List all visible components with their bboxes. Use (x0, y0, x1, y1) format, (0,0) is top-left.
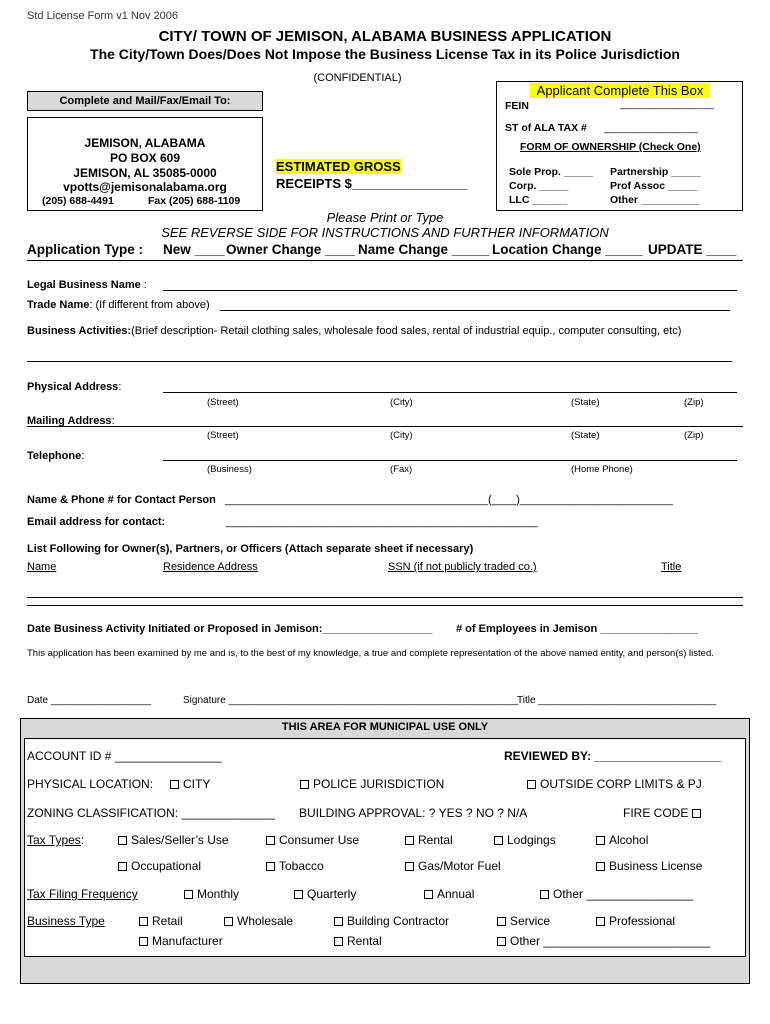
type-building-contractor-label: Building Contractor (347, 914, 450, 928)
mailing-zip-caption: (Zip) (684, 430, 704, 441)
mailing-address-label: Mailing Address (27, 415, 112, 427)
contact-person-field[interactable]: ___________________________________________(____)_________________________ (225, 494, 673, 506)
zoning-field[interactable]: ZONING CLASSIFICATION: ______________ (27, 806, 275, 820)
telephone-colon: : (81, 450, 85, 462)
checkbox-icon[interactable] (224, 917, 233, 926)
tax-lodgings-option[interactable] (494, 833, 556, 847)
checkbox-icon[interactable] (596, 836, 605, 845)
mailing-address-box (27, 117, 263, 211)
checkbox-icon[interactable] (527, 780, 536, 789)
location-outside-option[interactable] (527, 777, 702, 791)
mail-to-heading: Complete and Mail/Fax/Email To: (27, 91, 263, 111)
tax-tobacco-option[interactable] (266, 859, 324, 873)
mailing-street-caption: (Street) (207, 430, 239, 441)
trade-name-field[interactable] (220, 310, 730, 311)
application-type-new[interactable]: New ____ (163, 242, 225, 257)
mail-citystatezip: JEMISON, AL 35085-0000 (73, 166, 217, 180)
mailing-city-caption: (City) (390, 430, 413, 441)
legal-name-colon: : (140, 279, 147, 291)
tax-gas-label: Gas/Motor Fuel (418, 859, 501, 873)
legal-name-field[interactable] (163, 290, 737, 291)
tax-consumer-label: Consumer Use (279, 833, 360, 847)
tax-types-colon: : (80, 833, 85, 847)
tax-rental-label: Rental (418, 833, 453, 847)
title-field[interactable]: Title ________________________________ (517, 695, 717, 706)
activities-note: (Brief description- Retail clothing sales, wholesale food sales, rental of industrial equip., computer consulting, etc) (131, 325, 682, 337)
checkbox-icon[interactable] (596, 917, 605, 926)
physical-address-field[interactable] (163, 392, 737, 393)
tax-consumer-option[interactable] (266, 833, 359, 847)
form-title: CITY/ TOWN OF JEMISON, ALABAMA BUSINESS APPLICATION (158, 28, 612, 45)
filing-frequency-label: Tax Filing Frequency (27, 887, 138, 901)
mailing-state-caption: (State) (571, 430, 600, 441)
location-police-option[interactable] (300, 777, 444, 791)
application-type-name-change[interactable]: Name Change _____ (358, 242, 490, 257)
date-initiated-field[interactable]: Date Business Activity Initiated or Proposed in Jemison:__________________ (27, 623, 433, 635)
checkbox-icon[interactable] (497, 937, 506, 946)
location-police-label: POLICE JURISDICTION (313, 777, 445, 791)
tax-rental-option[interactable] (405, 833, 453, 847)
ownership-other[interactable]: Other __________ (610, 194, 700, 206)
owners-residence-header: Residence Address (163, 561, 258, 573)
tax-occupational-label: Occupational (131, 859, 202, 873)
location-city-option[interactable] (170, 777, 210, 791)
application-type-location-change[interactable]: Location Change _____ (492, 242, 643, 257)
tax-business-license-label: Business License (609, 859, 703, 873)
physical-street-caption: (Street) (207, 397, 239, 408)
ownership-corp[interactable]: Corp. _____ (509, 180, 569, 192)
checkbox-icon[interactable] (334, 917, 343, 926)
ownership-llc[interactable]: LLC ______ (509, 194, 568, 206)
checkbox-icon[interactable] (139, 917, 148, 926)
owners-heading: List Following for Owner(s), Partners, or Officers (Attach separate sheet if necessary) (27, 543, 474, 555)
filing-annual-label: Annual (437, 887, 475, 901)
checkbox-icon[interactable] (540, 890, 549, 899)
checkbox-icon[interactable] (405, 862, 414, 871)
checkbox-icon[interactable] (266, 862, 275, 871)
tax-types-label: Tax Types (27, 833, 81, 847)
filing-monthly-option[interactable] (184, 887, 239, 901)
ownership-sole[interactable]: Sole Prop. _____ (509, 166, 594, 178)
checkbox-icon[interactable] (266, 836, 275, 845)
physical-city-caption: (City) (390, 397, 413, 408)
ownership-heading: FORM OF OWNERSHIP (Check One) (520, 141, 701, 153)
checkbox-icon[interactable] (692, 809, 701, 818)
mailing-colon: : (111, 415, 115, 427)
signature-field[interactable]: Signature ____________________________________________________ (183, 695, 518, 706)
date-field[interactable]: Date __________________ (27, 695, 152, 706)
checkbox-icon[interactable] (596, 862, 605, 871)
telephone-field[interactable] (163, 460, 737, 461)
mail-city: JEMISON, ALABAMA (84, 136, 206, 150)
reverse-instruction: SEE REVERSE SIDE FOR INSTRUCTIONS AND FURTHER INFORMATION (161, 225, 609, 240)
business-phone-caption: (Business) (207, 464, 252, 475)
type-wholesale-label: Wholesale (237, 914, 294, 928)
account-id-field[interactable]: ACCOUNT ID # ________________ (27, 749, 222, 763)
type-wholesale-option[interactable] (224, 914, 293, 928)
filing-quarterly-label: Quarterly (307, 887, 357, 901)
type-rental-label: Rental (347, 934, 382, 948)
owners-row-1[interactable] (27, 597, 743, 598)
fire-code-label: FIRE CODE (623, 806, 689, 820)
form-version: Std License Form v1 Nov 2006 (27, 10, 179, 22)
fein-label: FEIN (505, 100, 529, 112)
checkbox-icon[interactable] (424, 890, 433, 899)
type-service-label: Service (510, 914, 551, 928)
type-other-option[interactable] (497, 934, 710, 948)
estimated-gross-receipts[interactable]: RECEIPTS $________________ (276, 176, 468, 191)
fein-field[interactable]: ________________ (620, 98, 714, 110)
owners-name-header: Name (27, 561, 57, 573)
print-instruction: Please Print or Type (326, 210, 444, 225)
checkbox-icon[interactable] (170, 780, 179, 789)
checkbox-icon[interactable] (184, 890, 193, 899)
ownership-partnership[interactable]: Partnership _____ (610, 166, 701, 178)
application-type-update[interactable]: UPDATE ____ (648, 242, 737, 257)
mail-pobox: PO BOX 609 (109, 151, 181, 165)
tax-gas-option[interactable] (405, 859, 501, 873)
mail-fax: Fax (205) 688-1109 (148, 195, 241, 207)
employees-field[interactable]: # of Employees in Jemison ________________ (456, 623, 699, 635)
activities-field[interactable] (27, 361, 732, 362)
physical-zip-caption: (Zip) (684, 397, 704, 408)
type-rental-option[interactable] (334, 934, 382, 948)
form-subtitle: The City/Town Does/Does Not Impose the Business License Tax in its Police Jurisdiction (90, 46, 680, 62)
filing-monthly-label: Monthly (197, 887, 240, 901)
application-type-owner-change[interactable]: Owner Change ____ (226, 242, 356, 257)
tax-alcohol-option[interactable] (596, 833, 648, 847)
type-service-option[interactable] (497, 914, 550, 928)
confidential-label: (CONFIDENTIAL) (313, 72, 402, 84)
mailing-address-field[interactable] (27, 426, 743, 427)
application-type-label: Application Type : (27, 242, 144, 257)
filing-annual-option[interactable] (424, 887, 474, 901)
home-phone-caption: (Home Phone) (571, 464, 633, 475)
tax-sales-option[interactable] (118, 833, 229, 847)
fire-code-option[interactable] (623, 806, 705, 820)
tax-business-license-option[interactable] (596, 859, 702, 873)
checkbox-icon[interactable] (139, 937, 148, 946)
trade-name-label: Trade Name (27, 299, 90, 311)
physical-address-label: Physical Address (27, 381, 119, 393)
filing-quarterly-option[interactable] (294, 887, 356, 901)
type-professional-option[interactable] (596, 914, 675, 928)
divider (27, 260, 743, 261)
type-manufacturer-label: Manufacturer (152, 934, 223, 948)
location-city-label: CITY (183, 777, 211, 791)
filing-other-option[interactable] (540, 887, 693, 901)
type-other-label: Other _________________________ (510, 934, 711, 948)
checkbox-icon[interactable] (497, 917, 506, 926)
tax-tobacco-label: Tobacco (279, 859, 324, 873)
type-building-contractor-option[interactable] (334, 914, 449, 928)
applicant-box-heading: Applicant Complete This Box (530, 83, 710, 98)
type-manufacturer-option[interactable] (139, 934, 223, 948)
checkbox-icon[interactable] (118, 862, 127, 871)
fax-caption: (Fax) (390, 464, 413, 475)
owners-title-header: Title (661, 561, 682, 573)
st-tax-field[interactable]: ________________ (604, 122, 698, 134)
tax-lodgings-label: Lodgings (507, 833, 556, 847)
filing-other-label: Other ________________ (553, 887, 694, 901)
legal-name-label: Legal Business Name (27, 279, 141, 291)
owners-ssn-header: SSN (if not publicly traded co.) (388, 561, 537, 573)
telephone-label: Telephone (27, 450, 82, 462)
tax-sales-label: Sales/Seller’s Use (131, 833, 229, 847)
reviewed-by-field[interactable]: REVIEWED BY: ___________________ (504, 749, 722, 763)
checkbox-icon[interactable] (494, 836, 503, 845)
physical-location-label: PHYSICAL LOCATION: (27, 777, 154, 791)
checkbox-icon[interactable] (405, 836, 414, 845)
tax-occupational-option[interactable] (118, 859, 201, 873)
municipal-heading: THIS AREA FOR MUNICIPAL USE ONLY (281, 721, 489, 733)
type-retail-option[interactable] (139, 914, 183, 928)
trade-name-note: : (If different from above) (89, 299, 210, 311)
st-tax-label: ST of ALA TAX # (505, 122, 587, 134)
type-professional-label: Professional (609, 914, 676, 928)
checkbox-icon[interactable] (294, 890, 303, 899)
ownership-prof-assoc[interactable]: Prof Assoc _____ (610, 180, 698, 192)
location-outside-label: OUTSIDE CORP LIMITS & PJ (540, 777, 702, 791)
certification-statement: This application has been examined by me and is, to the best of my knowledge, a true and complete representation of the above named entity, and person(s) listed. (27, 648, 714, 659)
contact-person-label: Name & Phone # for Contact Person (27, 494, 216, 506)
building-approval-field[interactable]: BUILDING APPROVAL: ? YES ? NO ? N/A (299, 806, 528, 820)
business-type-label: Business Type (27, 914, 105, 928)
tax-alcohol-label: Alcohol (609, 833, 649, 847)
mail-phone: (205) 688-4491 (42, 195, 114, 207)
type-retail-label: Retail (152, 914, 183, 928)
checkbox-icon[interactable] (118, 836, 127, 845)
owners-row-2[interactable] (27, 605, 743, 606)
checkbox-icon[interactable] (300, 780, 309, 789)
contact-email-label: Email address for contact: (27, 516, 166, 528)
checkbox-icon[interactable] (334, 937, 343, 946)
physical-state-caption: (State) (571, 397, 600, 408)
activities-label: Business Activities: (27, 325, 132, 337)
estimated-gross-label: ESTIMATED GROSS (276, 159, 401, 174)
physical-colon: : (118, 381, 122, 393)
contact-email-field[interactable]: ___________________________________________________ (226, 516, 539, 528)
mail-email: vpotts@jemisonalabama.org (63, 180, 227, 194)
